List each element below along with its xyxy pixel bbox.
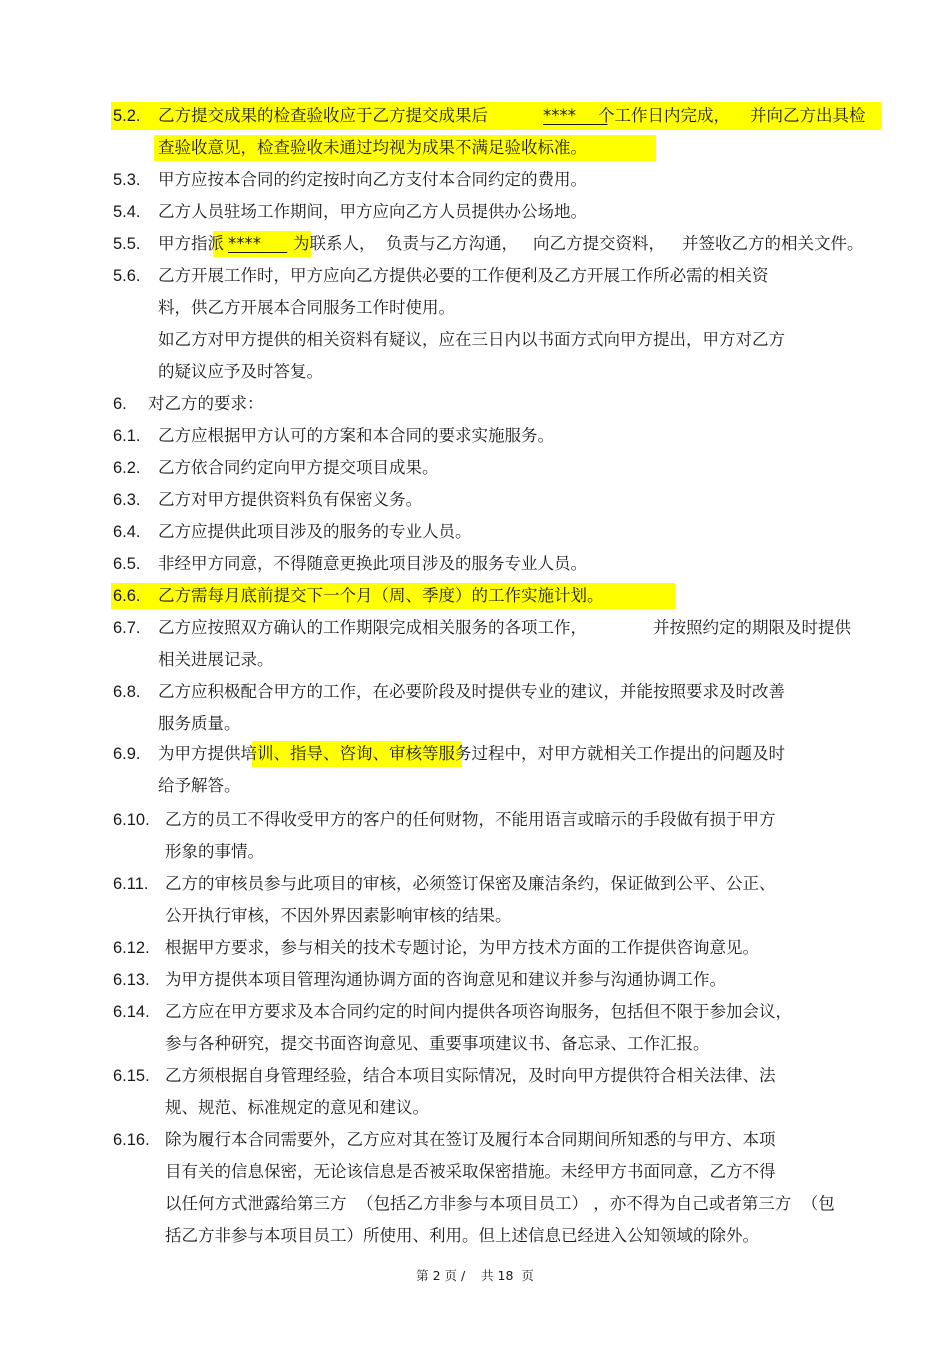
clause-text: 乙方应提供此项目涉及的服务的专业人员。 xyxy=(158,522,472,541)
clause-number: 6.16. xyxy=(113,1131,150,1149)
clause-6-12 xyxy=(0,935,950,961)
clause-text: 并向乙方出具检 xyxy=(750,106,866,125)
clause-text: 乙方应积极配合甲方的工作，在必要阶段及时提供专业的建议，并能按照要求及时改善 xyxy=(158,682,785,701)
clause-5-3 xyxy=(0,167,950,193)
clause-number: 5.2. xyxy=(113,107,141,125)
clause-text: 乙方依合同约定向甲方提交项目成果。 xyxy=(158,458,439,477)
clause-text: 为甲方提供培训、指导、咨询、审核等服务过程中，对甲方就相关工作提出的问题及时 xyxy=(158,744,785,763)
clause-number: 6.14. xyxy=(113,1003,150,1021)
clause-6-15 xyxy=(0,1063,950,1089)
clause-text: 根据甲方要求，参与相关的技术专题讨论，为甲方技术方面的工作提供咨询意见。 xyxy=(165,938,759,957)
blank-field: **** xyxy=(228,234,261,253)
clause-text: 乙方需每月底前提交下一个月（周、季度）的工作实施计划。 xyxy=(158,586,604,605)
clause-text: 乙方人员驻场工作期间，甲方应向乙方人员提供办公场地。 xyxy=(158,202,587,221)
clause-text: 乙方对甲方提供资料负有保密义务。 xyxy=(158,490,422,509)
clause-6-10-cont: 形象的事情。 xyxy=(165,842,264,861)
clause-6-11 xyxy=(0,871,950,897)
clause-6-14 xyxy=(0,999,950,1025)
clause-number: 6.6. xyxy=(113,587,141,605)
clause-6-13 xyxy=(0,967,950,993)
section-6-heading xyxy=(0,391,950,417)
clause-text: 乙方须根据自身管理经验，结合本项目实际情况，及时向甲方提供符合相关法律、法 xyxy=(165,1066,776,1085)
clause-number: 6.1. xyxy=(113,427,141,445)
clause-number: 5.5. xyxy=(113,235,141,253)
clause-5-6-para2: 如乙方对甲方提供的相关资料有疑议，应在三日内以书面方式向甲方提出，甲方对乙方 xyxy=(158,330,785,349)
clause-text: 甲方指派 xyxy=(158,234,224,253)
clause-6-4 xyxy=(0,519,950,545)
clause-6-16 xyxy=(0,1127,950,1153)
clause-text: 向乙方提交资料， xyxy=(533,234,665,253)
clause-6-15-cont: 规、规范、标准规定的意见和建议。 xyxy=(165,1098,429,1117)
clause-number: 6.9. xyxy=(113,745,141,763)
clause-6-16-cont-1: 目有关的信息保密，无论该信息是否被采取保密措施。未经甲方书面同意，乙方不得 xyxy=(165,1162,776,1181)
clause-text: 除为履行本合同需要外，乙方应对其在签订及履行本合同期间所知悉的与甲方、本项 xyxy=(165,1130,776,1149)
clause-number: 5.3. xyxy=(113,171,141,189)
clause-number: 6.4. xyxy=(113,523,141,541)
page-footer: 第 2 页 / 共 18 页 xyxy=(416,1268,534,1283)
clause-6-10 xyxy=(0,807,950,833)
clause-number: 6.13. xyxy=(113,971,150,989)
clause-6-16-cont-3: 括乙方非参与本项目员工）所使用、利用。但上述信息已经进入公知领域的除外。 xyxy=(165,1226,759,1245)
clause-text: 为联系人， xyxy=(293,234,376,253)
clause-number: 6.3. xyxy=(113,491,141,509)
clause-number: 6.8. xyxy=(113,683,141,701)
clause-6-3 xyxy=(0,487,950,513)
clause-text: 乙方的审核员参与此项目的审核，必须签订保密及廉洁条约，保证做到公平、公正、 xyxy=(165,874,776,893)
clause-5-2-cont: 查验收意见，检查验收未通过均视为成果不满足验收标准。 xyxy=(158,138,587,157)
clause-text: 乙方提交成果的检查验收应于乙方提交成果后 xyxy=(158,106,488,125)
clause-5-2 xyxy=(0,103,950,129)
clause-text: 负责与乙方沟通， xyxy=(386,234,518,253)
clause-6-2 xyxy=(0,455,950,481)
clause-text: 乙方开展工作时，甲方应向乙方提供必要的工作便利及乙方开展工作所必需的相关资 xyxy=(158,266,769,285)
clause-number: 6.7. xyxy=(113,619,141,637)
clause-5-5 xyxy=(0,231,950,257)
section-title: 对乙方的要求： xyxy=(148,394,264,413)
clause-text: 乙方应在甲方要求及本合同约定的时间内提供各项咨询服务，包括但不限于参加会议， xyxy=(165,1002,792,1021)
clause-text: 乙方的员工不得收受甲方的客户的任何财物，不能用语言或暗示的手段做有损于甲方 xyxy=(165,810,776,829)
clause-6-7-cont: 相关进展记录。 xyxy=(158,650,274,669)
clause-number: 6.10. xyxy=(113,811,150,829)
clause-6-9 xyxy=(0,741,950,767)
clause-text: 甲方应按本合同的约定按时向乙方支付本合同约定的费用。 xyxy=(158,170,587,189)
clause-number: 5.6. xyxy=(113,267,141,285)
highlighted-text: 训、指导、咨询、审核等 xyxy=(257,744,439,763)
clause-6-5 xyxy=(0,551,950,577)
clause-text: 并按照约定的期限及时提供 xyxy=(653,618,851,637)
clause-number: 6.11. xyxy=(113,875,149,893)
clause-number: 6.5. xyxy=(113,555,141,573)
clause-5-6-para2-cont: 的疑议应予及时答复。 xyxy=(158,362,323,381)
clause-text: 为甲方提供本项目管理沟通协调方面的咨询意见和建议并参与沟通协调工作。 xyxy=(165,970,726,989)
clause-text: 并签收乙方的相关文件。 xyxy=(682,234,864,253)
clause-6-6 xyxy=(0,583,950,609)
clause-6-8 xyxy=(0,679,950,705)
clause-6-16-cont-2: 以任何方式泄露给第三方 （包括乙方非参与本项目员工） ，亦不得为自己或者第三方 （包 xyxy=(165,1194,835,1213)
clause-6-11-cont: 公开执行审核，不因外界因素影响审核的结果。 xyxy=(165,906,512,925)
clause-number: 6.12. xyxy=(113,939,150,957)
clause-text: 个工作日内完成， xyxy=(598,106,730,125)
clause-6-9-cont: 给予解答。 xyxy=(158,776,241,795)
clause-5-6-cont: 料，供乙方开展本合同服务工作时使用。 xyxy=(158,298,455,317)
clause-number: 6.2. xyxy=(113,459,141,477)
clause-6-14-cont: 参与各种研究，提交书面咨询意见、重要事项建议书、备忘录、工作汇报。 xyxy=(165,1034,710,1053)
blank-field: **** xyxy=(543,106,576,125)
clause-6-1 xyxy=(0,423,950,449)
clause-5-4 xyxy=(0,199,950,225)
clause-number: 6.15. xyxy=(113,1067,150,1085)
clause-text: 非经甲方同意，不得随意更换此项目涉及的服务专业人员。 xyxy=(158,554,587,573)
clause-5-6 xyxy=(0,263,950,289)
clause-number: 5.4. xyxy=(113,203,141,221)
clause-text: 乙方应根据甲方认可的方案和本合同的要求实施服务。 xyxy=(158,426,554,445)
clause-6-8-cont: 服务质量。 xyxy=(158,714,241,733)
clause-6-7 xyxy=(0,615,950,641)
clause-text: 乙方应按照双方确认的工作期限完成相关服务的各项工作， xyxy=(158,618,587,637)
clause-number: 6. xyxy=(113,395,127,413)
